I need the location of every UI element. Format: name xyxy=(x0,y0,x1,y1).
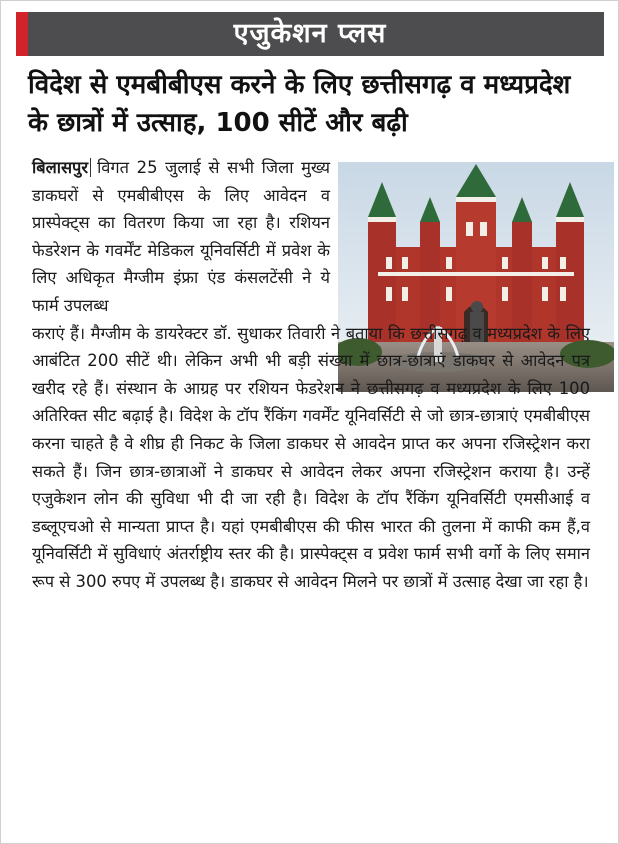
article-body-text: कराएं हैं। मैग्जीम के डायरेक्टर डॉ. सुधाकर तिवारी ने बताया कि छत्तीसगढ़ व मध्यप्रदेश के लिए आबंटित 200 सीटें थी। लेकिन अभी भी बड़ी संख्या में छात्र-छात्राएं डाकघर से आवेदन पत्र खरीद रहे हैं। संस्थान के आग्रह पर रशियन फेडरेशन ने छत्तीसगढ़ व मध्यप्रदेश के लिए 100 अतिरिक्त सीट बढ़ाई है। विदेश के टॉप रैंकिंग गवर्मेंट यूनिवर्सिटी से जो छात्र-छात्राएं एमबीबीएस करना चाहते है वे शीघ्र ही निकट के जिला डाकघर से आवदेन प्राप्त कर अपना रजिस्ट्रेशन करा सकते हैं। जिन छात्र-छात्राओं ने डाकघर से आवेदन लेकर अपना रजिस्ट्रेशन कराया है। उन्हें एजुकेशन लोन की सुविधा भी दी जा रही है। विदेश के टॉप रैंकिंग यूनिवर्सिटी एमसीआई व डब्लूएचओ से मान्यता प्राप्त है। यहां एमबीबीएस की फीस भारत की तुलना में काफी कम हैं,व यूनिवर्सिटी में सुविधाएं अंतर्राष्ट्रीय स्तर की है। प्रास्पेक्ट्स व प्रवेश फार्म सभी वर्गो के लिए समान रूप से 300 रुपए में उपलब्ध है। डाकघर से आवेदन मिलने पर छात्रों में उत्साह देखा जा रहा है। xyxy=(32,323,590,591)
article-headline: विदेश से एमबीबीएस करने के लिए छत्तीसगढ़ व मध्यप्रदेश के छात्रों में उत्साह, 100 सीटें और बढ़ी xyxy=(28,70,571,138)
section-banner-label: एजुकेशन प्लस xyxy=(233,18,387,49)
article-lead-text: विगत 25 जुलाई से सभी जिला मुख्य डाकघरों से एमबीबीएस के लिए आवेदन व प्रास्पेक्ट्स का वितरण किया जा रहा है। रशियन फेडरेशन के गवर्मेंट मेडिकल यूनिवर्सिटी में प्रवेश के लिए अधिकृत मैग्जीम इंफ्रा एंड कंसलटेंसी ने ये फार्म उपलब्ध xyxy=(32,158,330,315)
article-dateline: बिलासपुर xyxy=(32,158,89,177)
article-lead-paragraph xyxy=(32,154,330,320)
dateline-separator xyxy=(90,158,91,177)
article-body xyxy=(32,154,590,596)
section-banner xyxy=(16,12,604,56)
